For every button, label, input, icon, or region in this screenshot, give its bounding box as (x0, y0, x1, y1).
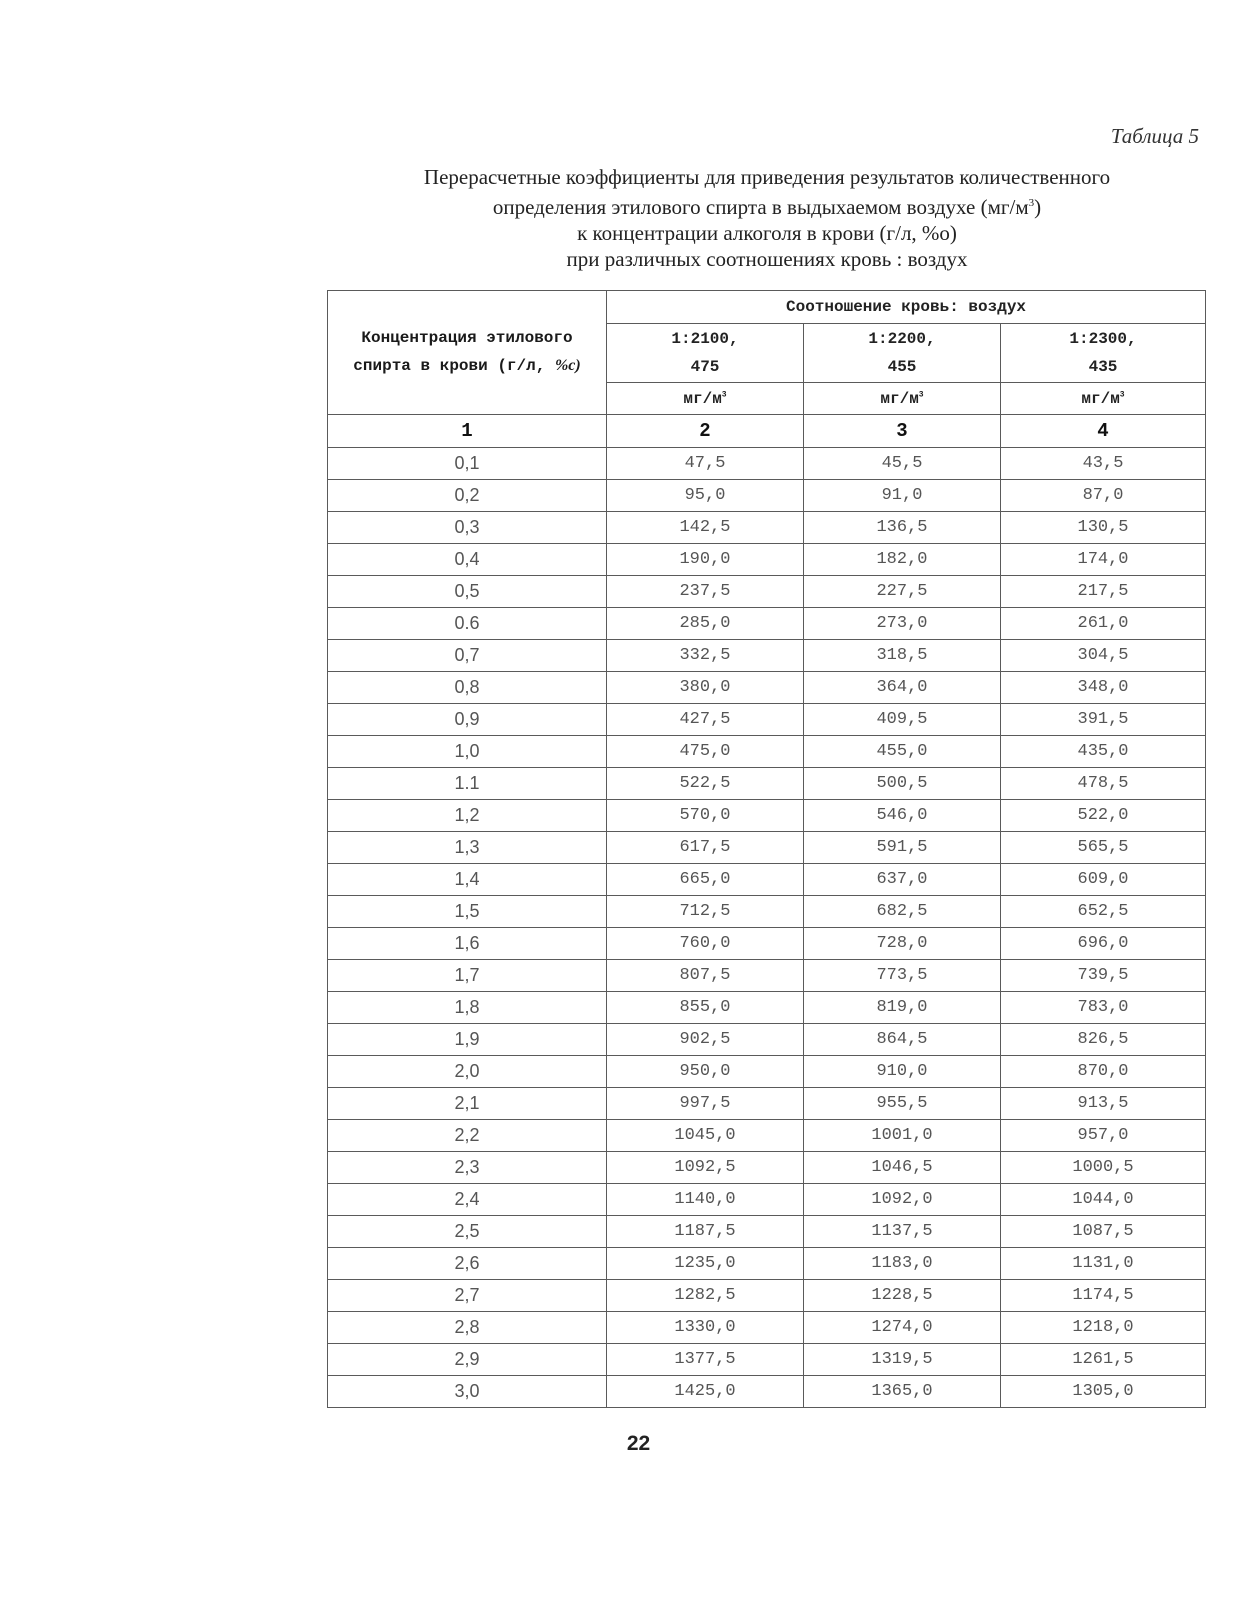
breath-value-cell: 696,0 (1001, 928, 1206, 960)
table-row (328, 1280, 1206, 1312)
blood-concentration-cell: 2,4 (328, 1184, 607, 1216)
blood-concentration-cell: 1,6 (328, 928, 607, 960)
breath-value-cell: 1092,0 (804, 1184, 1001, 1216)
breath-value-cell: 913,5 (1001, 1088, 1206, 1120)
breath-value-cell: 391,5 (1001, 704, 1206, 736)
blood-concentration-cell: 2,7 (328, 1280, 607, 1312)
breath-value-cell: 617,5 (607, 832, 804, 864)
table-row (328, 672, 1206, 704)
breath-value-cell: 318,5 (804, 640, 1001, 672)
unit-header-2300: $мг/м^3$ (1001, 383, 1206, 415)
breath-value-cell: 682,5 (804, 896, 1001, 928)
breath-value-cell: 1183,0 (804, 1248, 1001, 1280)
breath-value-cell: 870,0 (1001, 1056, 1206, 1088)
table-row (328, 1088, 1206, 1120)
table-row (328, 1120, 1206, 1152)
breath-value-cell: 773,5 (804, 960, 1001, 992)
breath-value-cell: 1092,5 (607, 1152, 804, 1184)
unit-header-2100: $мг/м^3$ (607, 383, 804, 415)
table-row (328, 1312, 1206, 1344)
breath-value-cell: 190,0 (607, 544, 804, 576)
table-row (328, 1248, 1206, 1280)
ratio-header-2100: 1:2100, 475 (607, 324, 804, 383)
breath-value-cell: 522,5 (607, 768, 804, 800)
blood-concentration-header: Концентрация этилового спирта в крови (г/л, %с) (328, 291, 607, 415)
breath-value-cell: 1045,0 (607, 1120, 804, 1152)
breath-value-cell: 142,5 (607, 512, 804, 544)
blood-concentration-cell: 2,1 (328, 1088, 607, 1120)
breath-value-cell: 47,5 (607, 448, 804, 480)
breath-value-cell: 902,5 (607, 1024, 804, 1056)
breath-value-cell: 728,0 (804, 928, 1001, 960)
column-number: 1 (328, 415, 607, 448)
breath-value-cell: 332,5 (607, 640, 804, 672)
breath-value-cell: 1140,0 (607, 1184, 804, 1216)
blood-concentration-cell: 2,9 (328, 1344, 607, 1376)
breath-value-cell: 819,0 (804, 992, 1001, 1024)
breath-value-cell: 1228,5 (804, 1280, 1001, 1312)
blood-concentration-cell: 0.6 (328, 608, 607, 640)
breath-value-cell: 1218,0 (1001, 1312, 1206, 1344)
breath-value-cell: 1044,0 (1001, 1184, 1206, 1216)
blood-concentration-cell: 2,6 (328, 1248, 607, 1280)
blood-concentration-cell: 1,5 (328, 896, 607, 928)
column-number: 2 (607, 415, 804, 448)
breath-value-cell: 435,0 (1001, 736, 1206, 768)
blood-concentration-cell: 1,8 (328, 992, 607, 1024)
breath-value-cell: 1365,0 (804, 1376, 1001, 1408)
breath-value-cell: 364,0 (804, 672, 1001, 704)
table-row (328, 864, 1206, 896)
table-row (328, 736, 1206, 768)
breath-value-cell: 87,0 (1001, 480, 1206, 512)
breath-value-cell: 409,5 (804, 704, 1001, 736)
blood-concentration-cell: 0,8 (328, 672, 607, 704)
table-row (328, 640, 1206, 672)
table-row (328, 1216, 1206, 1248)
table-row (328, 448, 1206, 480)
breath-value-cell: 91,0 (804, 480, 1001, 512)
heading-line-2: определения этилового спирта в выдыхаемом воздухе $(мг/м^3)$ (492, 195, 1042, 219)
column-number: 3 (804, 415, 1001, 448)
breath-value-cell: 1137,5 (804, 1216, 1001, 1248)
breath-value-cell: 348,0 (1001, 672, 1206, 704)
breath-value-cell: 864,5 (804, 1024, 1001, 1056)
table-row (328, 768, 1206, 800)
table-heading (327, 164, 1207, 272)
breath-value-cell: 380,0 (607, 672, 804, 704)
heading-line-3: к концентрации алкоголя в крови (г/л, %о) (577, 221, 957, 245)
breath-value-cell: 855,0 (607, 992, 804, 1024)
breath-value-cell: 1319,5 (804, 1344, 1001, 1376)
breath-value-cell: 500,5 (804, 768, 1001, 800)
table-row (328, 1184, 1206, 1216)
breath-value-cell: 760,0 (607, 928, 804, 960)
blood-concentration-cell: 0,7 (328, 640, 607, 672)
table-body (328, 448, 1206, 1408)
table-row (328, 704, 1206, 736)
breath-value-cell: 273,0 (804, 608, 1001, 640)
breath-value-cell: 227,5 (804, 576, 1001, 608)
table-row (328, 512, 1206, 544)
breath-value-cell: 546,0 (804, 800, 1001, 832)
breath-value-cell: 130,5 (1001, 512, 1206, 544)
breath-value-cell: 45,5 (804, 448, 1001, 480)
blood-concentration-cell: 2,0 (328, 1056, 607, 1088)
table-row (328, 1376, 1206, 1408)
breath-value-cell: 712,5 (607, 896, 804, 928)
blood-concentration-cell: 0,3 (328, 512, 607, 544)
table-row (328, 1024, 1206, 1056)
breath-value-cell: 1000,5 (1001, 1152, 1206, 1184)
breath-value-cell: 1046,5 (804, 1152, 1001, 1184)
blood-concentration-cell: 1,0 (328, 736, 607, 768)
table-row (328, 608, 1206, 640)
breath-value-cell: 455,0 (804, 736, 1001, 768)
breath-value-cell: 997,5 (607, 1088, 804, 1120)
breath-value-cell: 304,5 (1001, 640, 1206, 672)
breath-value-cell: 1001,0 (804, 1120, 1001, 1152)
ratio-header-2300: 1:2300, 435 (1001, 324, 1206, 383)
table-row (328, 960, 1206, 992)
table-row (328, 576, 1206, 608)
breath-value-cell: 652,5 (1001, 896, 1206, 928)
breath-value-cell: 1261,5 (1001, 1344, 1206, 1376)
blood-concentration-cell: 2,8 (328, 1312, 607, 1344)
breath-value-cell: 475,0 (607, 736, 804, 768)
breath-value-cell: 522,0 (1001, 800, 1206, 832)
table-row (328, 480, 1206, 512)
breath-value-cell: 739,5 (1001, 960, 1206, 992)
blood-concentration-cell: 0,4 (328, 544, 607, 576)
table-row (328, 896, 1206, 928)
breath-value-cell: 783,0 (1001, 992, 1206, 1024)
blood-concentration-cell: 2,2 (328, 1120, 607, 1152)
breath-value-cell: 591,5 (804, 832, 1001, 864)
table-row (328, 1152, 1206, 1184)
breath-value-cell: 955,5 (804, 1088, 1001, 1120)
breath-value-cell: 261,0 (1001, 608, 1206, 640)
table-label: Таблица 5 (1110, 124, 1199, 148)
column-number-row (328, 415, 1206, 448)
table-row (328, 1344, 1206, 1376)
table-row (328, 992, 1206, 1024)
blood-concentration-cell: 3,0 (328, 1376, 607, 1408)
unit-header-2200: $мг/м^3$ (804, 383, 1001, 415)
ratio-header-2200: 1:2200, 455 (804, 324, 1001, 383)
breath-value-cell: 1330,0 (607, 1312, 804, 1344)
breath-value-cell: 1274,0 (804, 1312, 1001, 1344)
blood-concentration-cell: 1,2 (328, 800, 607, 832)
table-row (328, 1056, 1206, 1088)
ratio-group-header: Соотношение кровь: воздух (607, 291, 1206, 324)
table-row (328, 800, 1206, 832)
breath-value-cell: 1282,5 (607, 1280, 804, 1312)
breath-value-cell: 570,0 (607, 800, 804, 832)
breath-value-cell: 1187,5 (607, 1216, 804, 1248)
breath-value-cell: 1425,0 (607, 1376, 804, 1408)
blood-concentration-cell: 1,3 (328, 832, 607, 864)
table-row (328, 832, 1206, 864)
blood-concentration-cell: 1,7 (328, 960, 607, 992)
heading-line-4: при различных соотношениях кровь : воздух (566, 247, 968, 271)
breath-value-cell: 957,0 (1001, 1120, 1206, 1152)
breath-value-cell: 910,0 (804, 1056, 1001, 1088)
breath-value-cell: 637,0 (804, 864, 1001, 896)
breath-value-cell: 950,0 (607, 1056, 804, 1088)
breath-value-cell: 478,5 (1001, 768, 1206, 800)
breath-value-cell: 1305,0 (1001, 1376, 1206, 1408)
page-number: 22 (626, 1432, 651, 1455)
breath-value-cell: 807,5 (607, 960, 804, 992)
blood-concentration-cell: 0,9 (328, 704, 607, 736)
breath-value-cell: 217,5 (1001, 576, 1206, 608)
breath-value-cell: 43,5 (1001, 448, 1206, 480)
blood-concentration-cell: 0,2 (328, 480, 607, 512)
breath-value-cell: 1235,0 (607, 1248, 804, 1280)
breath-value-cell: 1131,0 (1001, 1248, 1206, 1280)
breath-value-cell: 95,0 (607, 480, 804, 512)
breath-value-cell: 174,0 (1001, 544, 1206, 576)
breath-value-cell: 1377,5 (607, 1344, 804, 1376)
blood-concentration-cell: 1.1 (328, 768, 607, 800)
breath-value-cell: 237,5 (607, 576, 804, 608)
breath-value-cell: 285,0 (607, 608, 804, 640)
breath-value-cell: 609,0 (1001, 864, 1206, 896)
breath-value-cell: 665,0 (607, 864, 804, 896)
blood-concentration-cell: 1,9 (328, 1024, 607, 1056)
conversion-table (327, 290, 1206, 1408)
breath-value-cell: 565,5 (1001, 832, 1206, 864)
heading-line-1: Перерасчетные коэффициенты для приведения результатов количественного (423, 165, 1111, 189)
breath-value-cell: 826,5 (1001, 1024, 1206, 1056)
blood-concentration-cell: 2,5 (328, 1216, 607, 1248)
table-row (328, 544, 1206, 576)
breath-value-cell: 136,5 (804, 512, 1001, 544)
breath-value-cell: 1087,5 (1001, 1216, 1206, 1248)
blood-concentration-cell: 1,4 (328, 864, 607, 896)
table-row (328, 928, 1206, 960)
breath-value-cell: 182,0 (804, 544, 1001, 576)
breath-value-cell: 427,5 (607, 704, 804, 736)
blood-concentration-cell: 0,5 (328, 576, 607, 608)
blood-concentration-cell: 2,3 (328, 1152, 607, 1184)
breath-value-cell: 1174,5 (1001, 1280, 1206, 1312)
blood-concentration-cell: 0,1 (328, 448, 607, 480)
column-number: 4 (1001, 415, 1206, 448)
